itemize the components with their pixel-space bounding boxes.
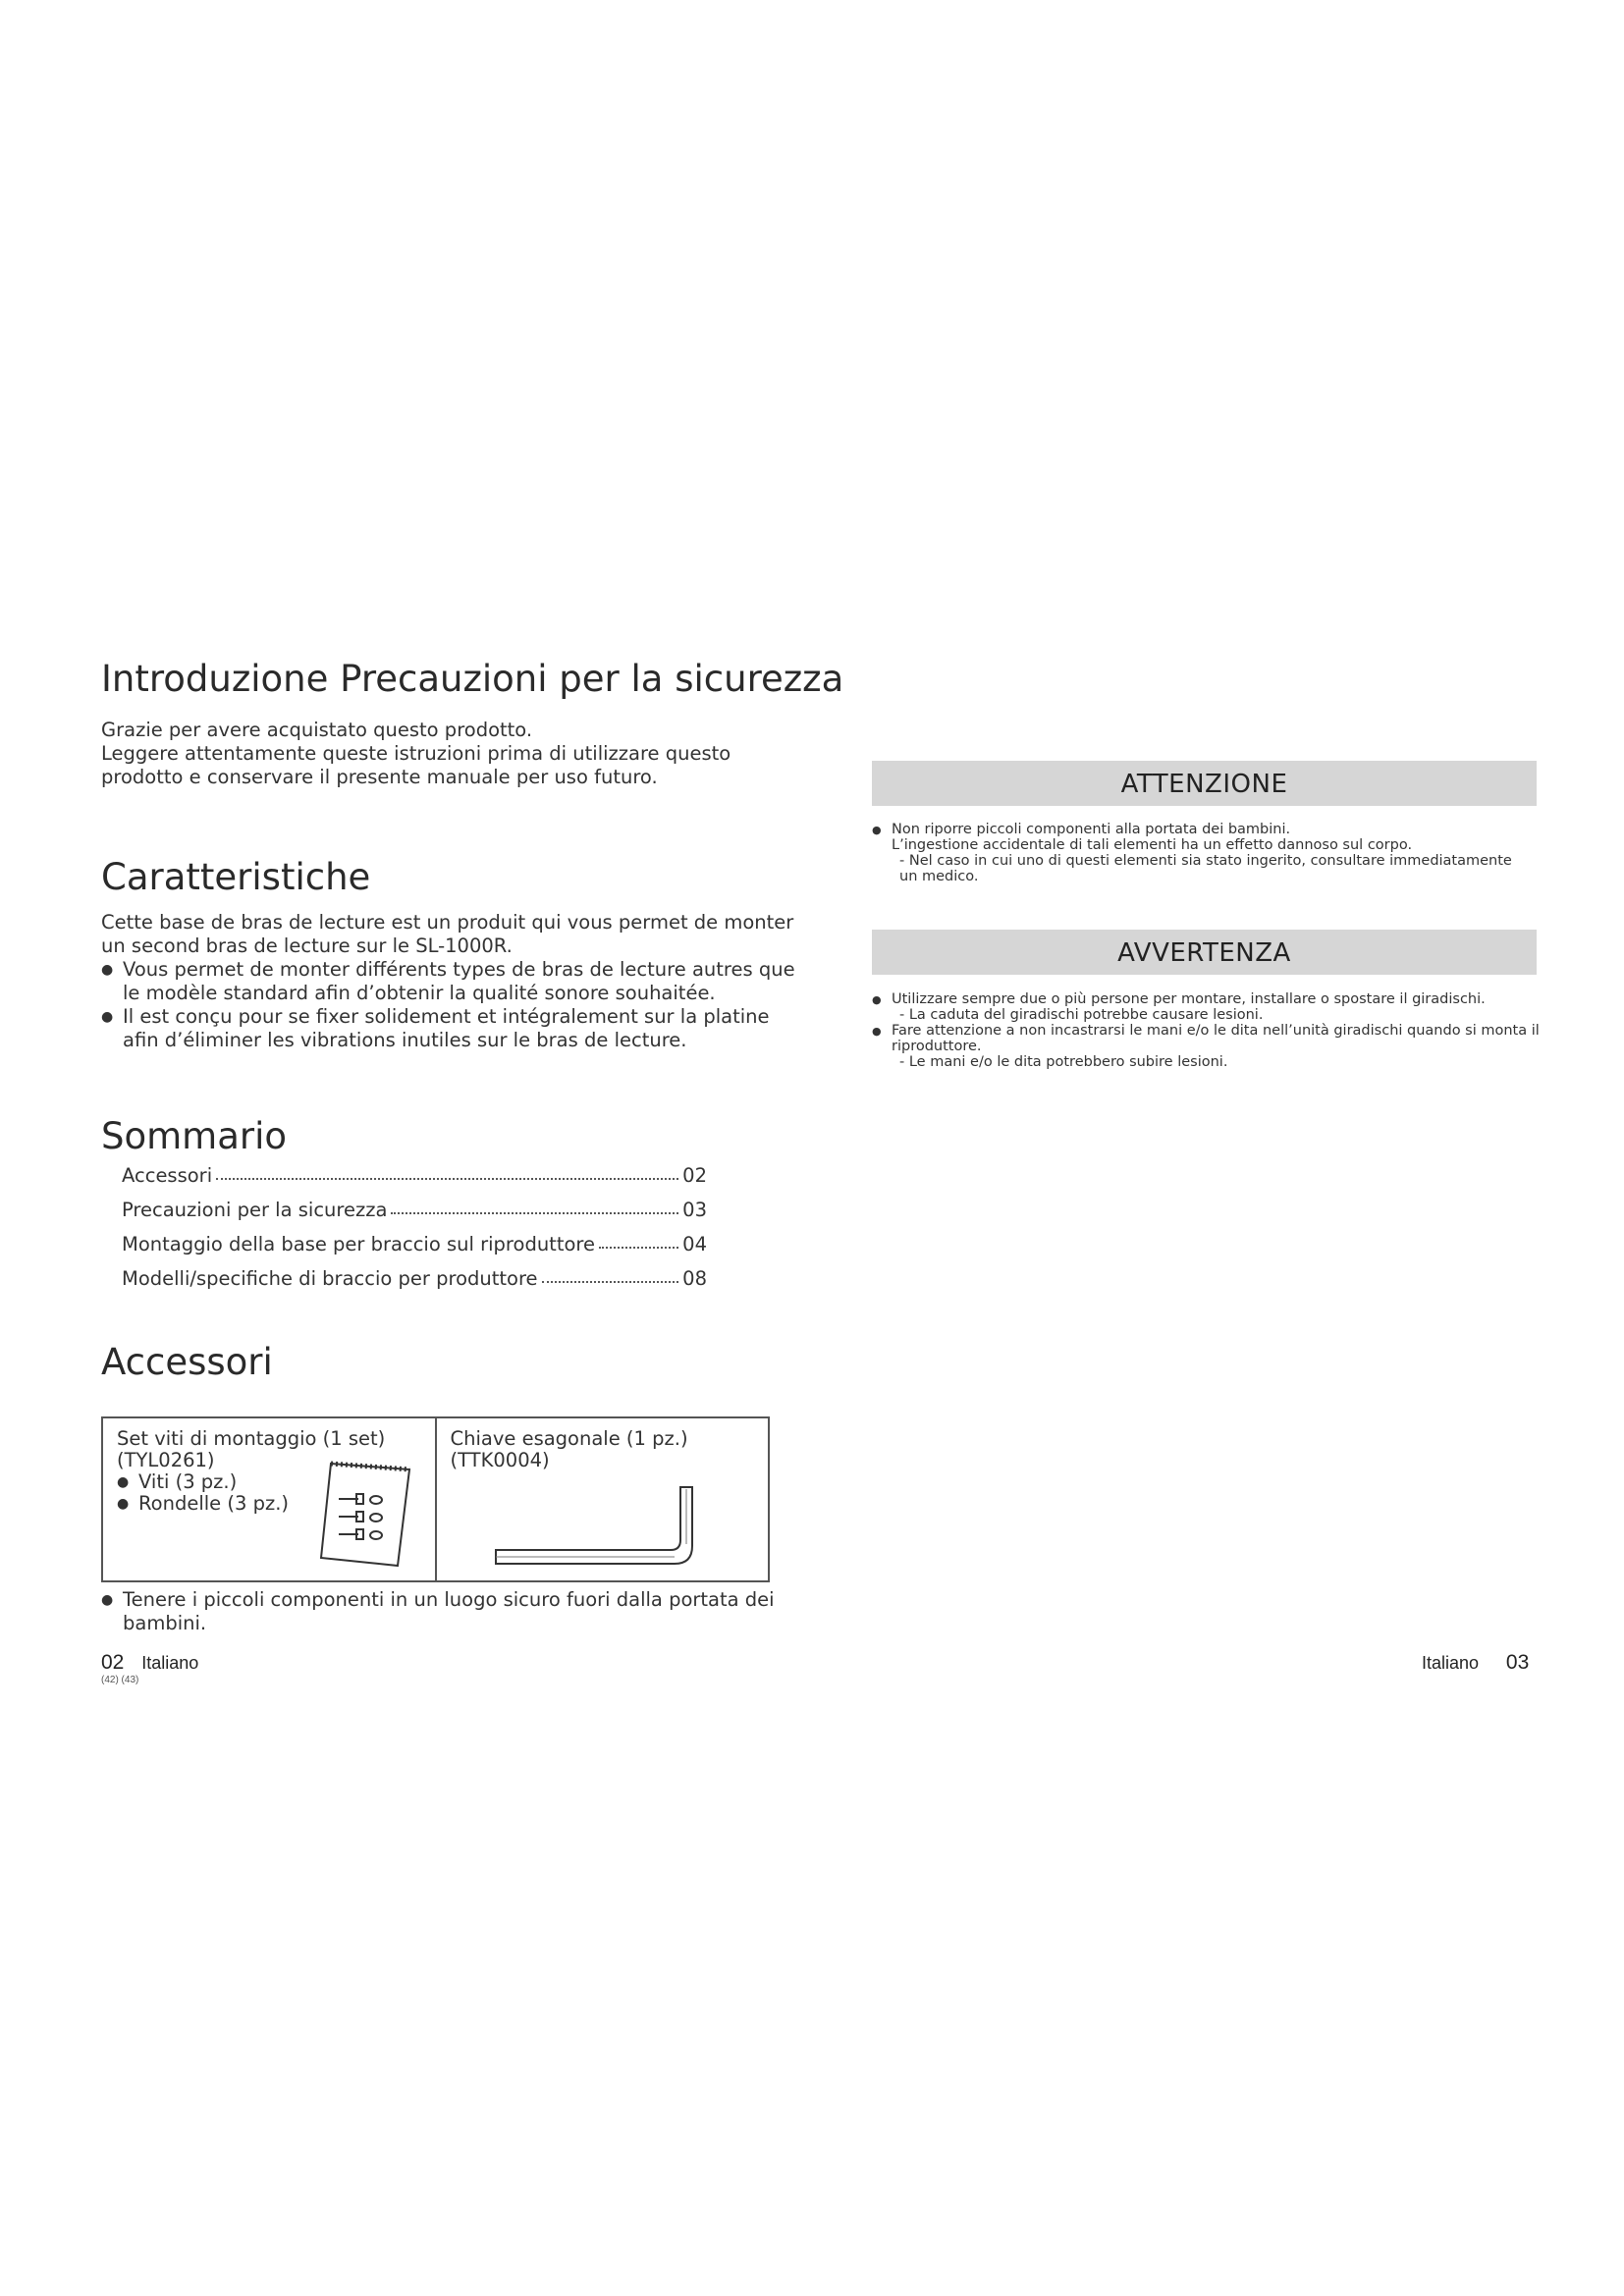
intro-line: Leggere attentamente queste istruzioni prima di utilizzare questo — [101, 742, 731, 765]
screw-bag-illustration — [313, 1456, 421, 1574]
accessories-title: Accessori — [101, 1341, 273, 1383]
toc-page: 08 — [682, 1267, 707, 1290]
attention-bullet: Non riporre piccoli componenti alla portata dei bambini. — [892, 822, 1291, 837]
screw-set-item: ● Rondelle (3 pz.) — [117, 1493, 421, 1515]
warning-bullet: Fare attenzione a non incastrarsi le mani e/o le dita nell’unità giradischi quando si monta il — [892, 1023, 1540, 1039]
toc-row — [122, 1255, 707, 1290]
toc-label: Modelli/specifiche di braccio per produttore — [122, 1267, 538, 1290]
features-bullet: ● Vous permet de monter différents types de bras de lecture autres que le modèle standard afin d’obtenir la qualité sonore souhaitée. — [101, 958, 795, 1005]
intro-line: prodotto e conservare il presente manuale per uso futuro. — [101, 766, 658, 788]
attention-banner: ATTENZIONE — [872, 761, 1537, 806]
screw-set-code: (TYL0261) — [117, 1449, 215, 1471]
footer-subref: (42) (43) — [101, 1675, 139, 1685]
features-text — [101, 911, 795, 1052]
screw-set-item: ● Viti (3 pz.) — [117, 1471, 421, 1493]
features-title: Caratteristiche — [101, 856, 371, 898]
hex-key-code: (TTK0004) — [450, 1449, 550, 1471]
screw-set-title: Set viti di montaggio (1 set) — [117, 1427, 386, 1450]
warning-bullet: Utilizzare sempre due o più persone per montare, installare o spostare il giradischi. — [892, 991, 1486, 1007]
warning-banner: AVVERTENZA — [872, 930, 1537, 975]
footer-left — [101, 1651, 198, 1675]
toc-row — [122, 1187, 707, 1221]
intro-line: Grazie per avere acquistato questo prodotto. — [101, 719, 533, 741]
features-intro-line: Cette base de bras de lecture est un produit qui vous permet de monter — [101, 911, 794, 934]
summary-title: Sommario — [101, 1115, 288, 1157]
intro-text — [101, 719, 731, 789]
attention-text: ● Non riporre piccoli componenti alla portata dei bambini. L’ingestione accidentale di tali elementi ha un effetto dannoso sul corpo. - Nel caso in cui uno di questi elementi sia stato ingerito, consultare immediatamente un medico. — [872, 822, 1540, 884]
hex-key-cell — [435, 1418, 769, 1580]
footer-language: Italiano — [1422, 1653, 1480, 1673]
toc-label: Accessori — [122, 1164, 213, 1187]
features-bullet: ● Il est conçu pour se fixer solidement et intégralement sur la platine afin d’éliminer les vibrations inutiles sur le bras de lecture. — [101, 1005, 795, 1052]
features-intro-line: un second bras de lecture sur le SL-1000R. — [101, 934, 513, 957]
warning-text: ● Utilizzare sempre due o più persone per montare, installare o spostare il giradischi. - La caduta del giradischi potrebbe causare lesioni. ● Fare attenzione a non incastrarsi le mani e/o le dita nell’unità giradischi quando si monta il riproduttore. - Le mani e/o le dita potrebbero subire lesioni. — [872, 991, 1540, 1070]
page-number: 02 — [101, 1651, 125, 1674]
toc-row — [122, 1152, 707, 1187]
summary-toc — [122, 1152, 707, 1290]
page-number: 03 — [1505, 1651, 1530, 1674]
toc-page: 02 — [682, 1164, 707, 1187]
toc-page: 04 — [682, 1233, 707, 1255]
hex-key-illustration — [492, 1481, 708, 1570]
accessories-note: ● Tenere i piccoli componenti in un luogo sicuro fuori dalla portata dei bambini. — [101, 1588, 775, 1635]
toc-page: 03 — [682, 1199, 707, 1221]
toc-label: Precauzioni per la sicurezza — [122, 1199, 388, 1221]
intro-title: Introduzione Precauzioni per la sicurezza — [101, 658, 844, 700]
toc-label: Montaggio della base per braccio sul riproduttore — [122, 1233, 595, 1255]
accessories-table — [101, 1416, 770, 1582]
screw-set-cell — [103, 1418, 435, 1580]
hex-key-title: Chiave esagonale (1 pz.) — [450, 1427, 688, 1450]
footer-right — [1422, 1651, 1529, 1675]
toc-row — [122, 1221, 707, 1255]
footer-language: Italiano — [141, 1653, 199, 1673]
